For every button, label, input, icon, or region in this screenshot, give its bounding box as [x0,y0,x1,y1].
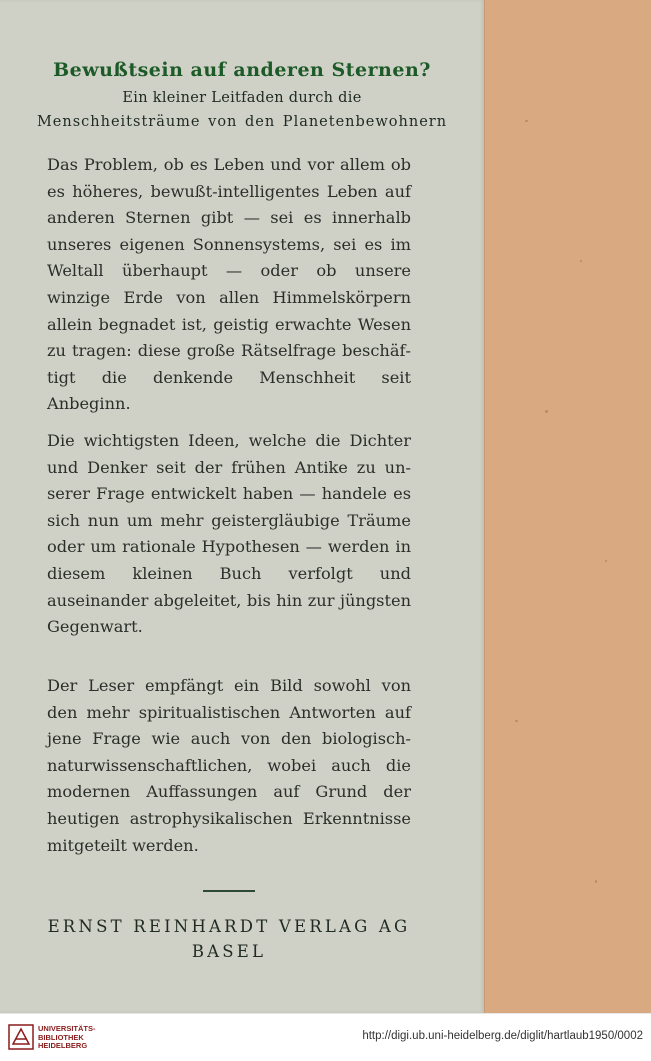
paragraph-3: Der Leser empfängt ein Bild sowohl von den mehr spiritualistischen Antworten auf jene Frage wie auch von den biologisch-naturwissenschaftlichen, wobei auch die modernen Auffassungen auf Grund der heutigen astrophysikalischen Erkenntnisse mitgeteilt werden. [47,676,411,855]
publisher-name: ERNST REINHARDT VERLAG AG [47,917,411,936]
cardboard-speck [580,260,582,262]
cardboard-speck [525,120,528,122]
cardboard-speck [605,560,607,562]
university-library-logo-icon [8,1024,34,1050]
publisher-city: BASEL [191,942,267,961]
subtitle-line-2: Menschheitsträume von den Planetenbewohnern [36,114,448,130]
subtitle-line-1: Ein kleiner Leitfaden durch die [122,90,362,106]
cardboard-speck [545,410,548,413]
book-title: Bewußtsein auf anderen Sternen? [53,59,431,81]
logo-line: HEIDELBERG [38,1041,88,1050]
source-url[interactable]: http://digi.ub.uni-heidelberg.de/diglit/hartlaub1950/0002 [362,1030,643,1042]
library-logo-text [38,1025,118,1051]
cardboard-background [484,0,651,1013]
divider-rule [203,890,255,892]
cardboard-speck [595,880,597,883]
paragraph-2: Die wichtigsten Ideen, welche die Dichter und Denker seit der frühen Antike zu unserer Frage entwickelt haben — handele es sich nun um mehr geistergläubige Träume oder um rationale Hypothesen — werden in diesem kleinen Buch verfolgt und auseinander abgeleitet, bis hin zur jüngsten Gegenwart. [47,431,411,637]
paragraph-1: Das Problem, ob es Leben und vor allem ob es höheres, bewußt-intelligentes Leben auf anderen Sternen gibt — sei es innerhalb unseres eigenen Sonnensystems, sei es im Weltall überhaupt — oder ob unsere winzige Erde von allen Himmelskörpern allein begnadet ist, geistig erwachte Wesen zu tragen: diese große Rätselfrage beschäftigt die denkende Menschheit seit Anbeginn. [47,155,411,414]
logo-line: BIBLIOTHEK [38,1032,84,1042]
cardboard-speck [515,720,518,722]
footer-bar [0,1013,651,1061]
logo-line: UNIVERSITÄTS- [38,1024,96,1033]
